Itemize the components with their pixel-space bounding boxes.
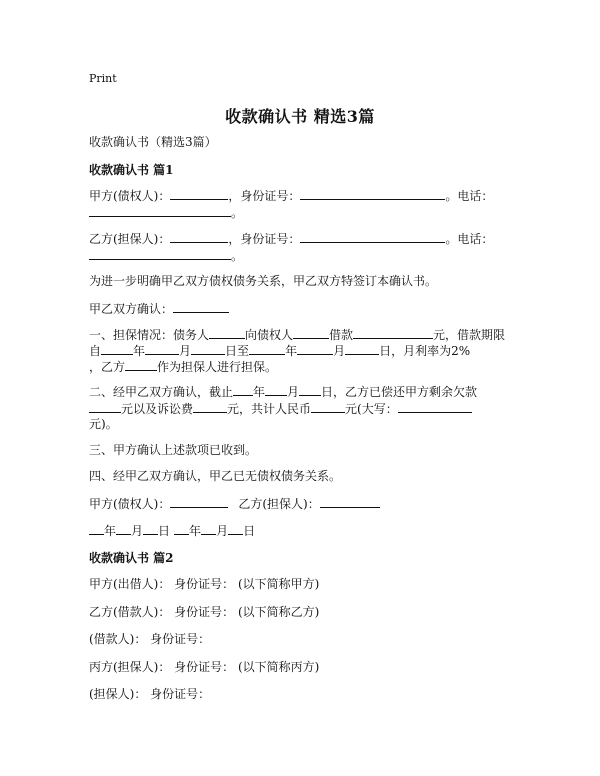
confirm-blank (173, 300, 229, 313)
period: 。 (231, 206, 244, 220)
clause2-text-b: 日，乙方已偿还甲方剩余欠款 (321, 385, 478, 399)
clause2-line1 (89, 383, 477, 400)
guarantor-label: 乙方(担保人)： (89, 232, 171, 246)
guarantor-line (89, 230, 493, 247)
end-month-blank (297, 342, 333, 355)
uppercase-amount-blank (398, 400, 472, 413)
clause2-line3: 元)。 (89, 417, 118, 431)
date1-year-blank (89, 522, 104, 535)
start-day-blank (191, 342, 225, 355)
section2-heading: 收款确认书 篇2 (89, 551, 174, 565)
confirm-line (89, 300, 229, 317)
clause1-line3 (89, 358, 277, 375)
creditor-phone-line (89, 204, 243, 221)
year-label: 年 (285, 344, 298, 358)
confirm-label: 甲乙双方确认： (89, 302, 174, 316)
guarantor-name-blank (170, 230, 228, 243)
end-day-blank (345, 342, 379, 355)
clause1-line1 (89, 326, 505, 343)
creditor-blank (293, 326, 329, 339)
month-label: 月 (333, 344, 346, 358)
document-subtitle: 收款确认书（精选3篇） (89, 135, 217, 149)
cutoff-day-blank (299, 383, 321, 396)
sign-creditor-blank (170, 495, 228, 508)
sign-guarantor-blank (320, 495, 380, 508)
year-label: 年 (104, 524, 117, 538)
month-label: 月 (287, 385, 300, 399)
phone-label: 。电话： (445, 232, 494, 246)
creditor-line (89, 187, 493, 204)
month-label: 月 (216, 524, 229, 538)
year-label: 年 (133, 344, 146, 358)
party-b-blank (125, 358, 157, 371)
id-label: ，身份证号： (228, 189, 301, 203)
guarantor-phone-line (89, 247, 243, 264)
creditor-phone-blank (89, 204, 231, 217)
clause2-text-d: 元，共计人民币 (227, 402, 312, 416)
loan-amount-blank (353, 326, 433, 339)
clause2-line2 (89, 400, 472, 417)
print-link[interactable]: Print (89, 72, 117, 85)
clause4: 四、经甲乙双方确认，甲乙已无债权债务关系。 (89, 469, 342, 483)
guarantor-c-line: 丙方(担保人)： 身份证号： (以下简称丙方) (89, 660, 320, 674)
id-label: ，身份证号： (228, 232, 301, 246)
clause1-from: 自 (89, 344, 102, 358)
month-label: 月 (131, 524, 144, 538)
remaining-amount-blank (89, 400, 121, 413)
date-line (89, 522, 255, 539)
intro-paragraph: 为进一步明确甲乙双方债权债务关系，甲乙双方特签订本确认书。 (89, 274, 438, 288)
clause1-text-e: ，乙方 (89, 360, 126, 374)
clause2-text-c: 元以及诉讼费 (121, 402, 194, 416)
cutoff-month-blank (265, 383, 287, 396)
sign-guarantor-label: 乙方(担保人)： (238, 497, 320, 511)
clause1-text-b: 向债权人 (245, 328, 294, 342)
guarantor-id-blank (300, 230, 445, 243)
clause1-text-c: 借款 (329, 328, 354, 342)
phone-label: 。电话： (445, 189, 494, 203)
period: 。 (231, 249, 244, 263)
clause1-text-d: 元，借款期限 (433, 328, 506, 342)
creditor-label: 甲方(债权人)： (89, 189, 171, 203)
clause1-text-f: 作为担保人进行担保。 (157, 360, 278, 374)
year-label: 年 (253, 385, 266, 399)
end-year-blank (249, 342, 285, 355)
day-label: 日 (243, 524, 256, 538)
debtor-blank (209, 326, 245, 339)
creditor-id-blank (300, 187, 445, 200)
sign-creditor-label: 甲方(债权人)： (89, 497, 171, 511)
date1-day-blank (143, 522, 158, 535)
litigation-fee-blank (193, 400, 227, 413)
section1-heading: 收款确认书 篇1 (89, 163, 174, 177)
guarantor2-line: (担保人)： 身份证号： (89, 687, 211, 701)
date1-month-blank (116, 522, 131, 535)
month-label: 月 (179, 344, 192, 358)
borrower2-line: (借款人)： 身份证号： (89, 632, 211, 646)
guarantor-phone-blank (89, 247, 231, 260)
day-label: 日 (158, 524, 171, 538)
date2-month-blank (201, 522, 216, 535)
clause2-text-e: 元(大写： (345, 402, 398, 416)
start-month-blank (145, 342, 179, 355)
date2-year-blank (174, 522, 189, 535)
lender-line: 甲方(出借人)： 身份证号： (以下简称甲方) (89, 577, 320, 591)
clause2-text-a: 二、经甲乙双方确认，截止 (89, 385, 234, 399)
clause1-rate: 日，月利率为2% (379, 344, 471, 358)
start-year-blank (101, 342, 133, 355)
document-title: 收款确认书 精选3篇 (225, 107, 375, 126)
cutoff-year-blank (233, 383, 253, 396)
clause1-line2 (89, 342, 470, 359)
date2-day-blank (228, 522, 243, 535)
total-amount-blank (311, 400, 345, 413)
clause3: 三、甲方确认上述款项已收到。 (89, 443, 258, 457)
year-label: 年 (189, 524, 202, 538)
borrower-line: 乙方(借款人)： 身份证号： (以下简称乙方) (89, 605, 320, 619)
creditor-name-blank (170, 187, 228, 200)
clause1-text-a: 一、担保情况：债务人 (89, 328, 210, 342)
clause1-to: 日至 (225, 344, 250, 358)
signature-line (89, 495, 380, 512)
